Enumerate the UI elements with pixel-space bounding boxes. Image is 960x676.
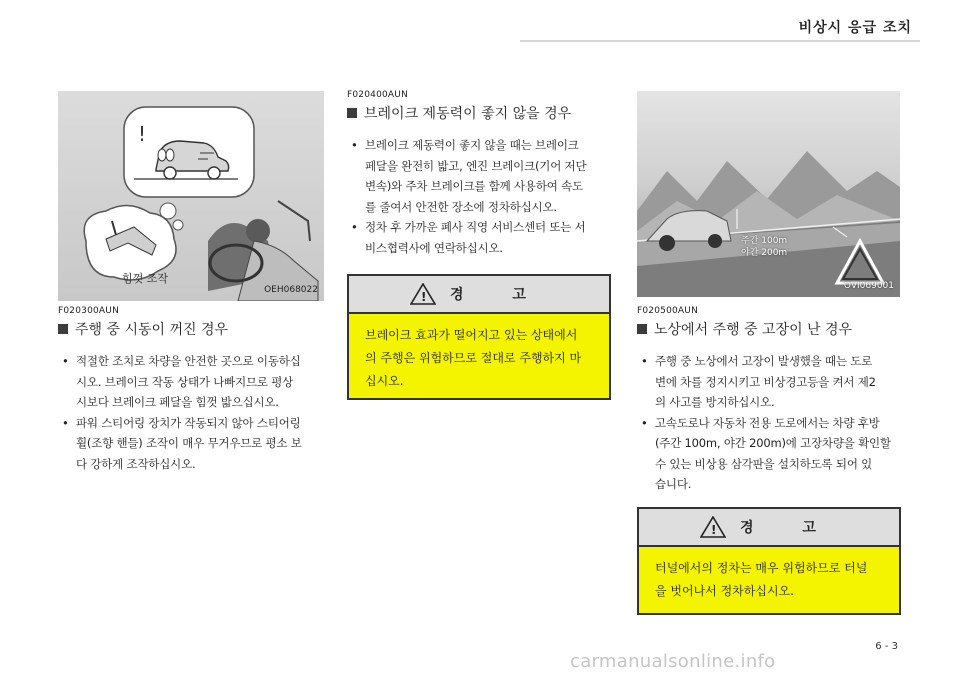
bullet-list [347,135,617,258]
list-item: • 고속도로나 자동차 전용 도로에서는 차량 후방 (주간 100m, 야간 200m)에 고장차량을 확인할 수 있는 비상용 삼각판을 설치하도록 되어 있 습니다. [637,413,909,495]
warning-header [639,509,899,547]
list-item: • 브레이크 제동력이 좋지 않을 때는 브레이크 페달을 완전히 밟고, 엔진 브레이크(기어 저단 변속)와 주차 브레이크를 함께 사용하여 속도 를 줄여서 안전한 장소에 정차하십시오. [347,135,617,217]
list-item: • 파워 스티어링 장치가 작동되지 않아 스티어링 휠(조향 핸들) 조작이 매우 무거우므로 평소 보 다 강하게 조작하십시오. [58,413,328,475]
warning-triangle-icon [410,283,436,305]
section-code: F020400AUN [347,90,409,100]
svg-text:!: ! [421,290,427,304]
square-bullet-icon [637,324,647,334]
warning-header [349,276,609,314]
list-item: • 주행 중 노상에서 고장이 발생했을 때는 도로 변에 차를 정지시키고 비상경고등을 켜서 제2 의 사고를 방지하십시오. [637,351,909,413]
section-title-text: 브레이크 제동력이 좋지 않을 경우 [364,106,572,122]
header-divider [520,40,920,42]
warning-heading: 경 고 [740,520,838,536]
list-item: • 적절한 조치로 차량을 안전한 곳으로 이동하십 시오. 브레이크 작동 상태가 나빠지므로 평상 시보다 브레이크 페달을 힘껏 밟으십시오. [58,351,328,413]
watermark: carmanualsonline.info [570,651,776,672]
section-title-text: 노상에서 주행 중 고장이 난 경우 [654,322,853,338]
square-bullet-icon [58,324,68,334]
page-header [0,0,960,42]
stalled-car-figure [58,91,324,301]
section-title [637,319,909,339]
warning-box [637,507,901,615]
svg-text:!: ! [711,523,717,537]
bullet-list [637,351,909,495]
warning-heading: 경 고 [450,287,548,303]
right-column [637,306,909,495]
highway-breakdown-figure [637,91,900,297]
left-column [58,306,328,474]
section-code: F020500AUN [637,306,699,316]
distance-label-night: 야간 200m [741,248,788,258]
figure-code: OEH068022 [264,285,318,295]
section-code: F020300AUN [58,306,120,316]
square-bullet-icon [347,108,357,118]
warning-triangle-icon [700,516,726,538]
middle-column [347,90,617,258]
section-title-text: 주행 중 시동이 꺼진 경우 [75,322,229,338]
highway-illustration [637,91,900,297]
page-number: 6 - 3 [875,641,898,652]
figure-code: OVI069001 [843,281,894,291]
section-title [58,319,328,339]
warning-text: 터널에서의 정차는 매우 위험하므로 터널 을 벗어나서 정차하십시오. [655,561,868,598]
warning-text: 브레이크 효과가 떨어지고 있는 상태에서 의 주행은 위험하므로 절대로 주행하지 마 십시오. [365,328,582,388]
svg-text:!: ! [138,122,147,146]
stalled-car-illustration [58,91,324,301]
warning-box [347,274,611,400]
bullet-list [58,351,328,474]
list-item: • 정차 후 가까운 폐사 직영 서비스센터 또는 서 비스협력사에 연락하십시오. [347,217,617,258]
section-title [347,103,617,123]
distance-label-day: 주간 100m [741,236,788,246]
section-header-title: 비상시 응급 조치 [798,20,912,36]
figure-label: 힘껏 조작 [122,272,169,285]
